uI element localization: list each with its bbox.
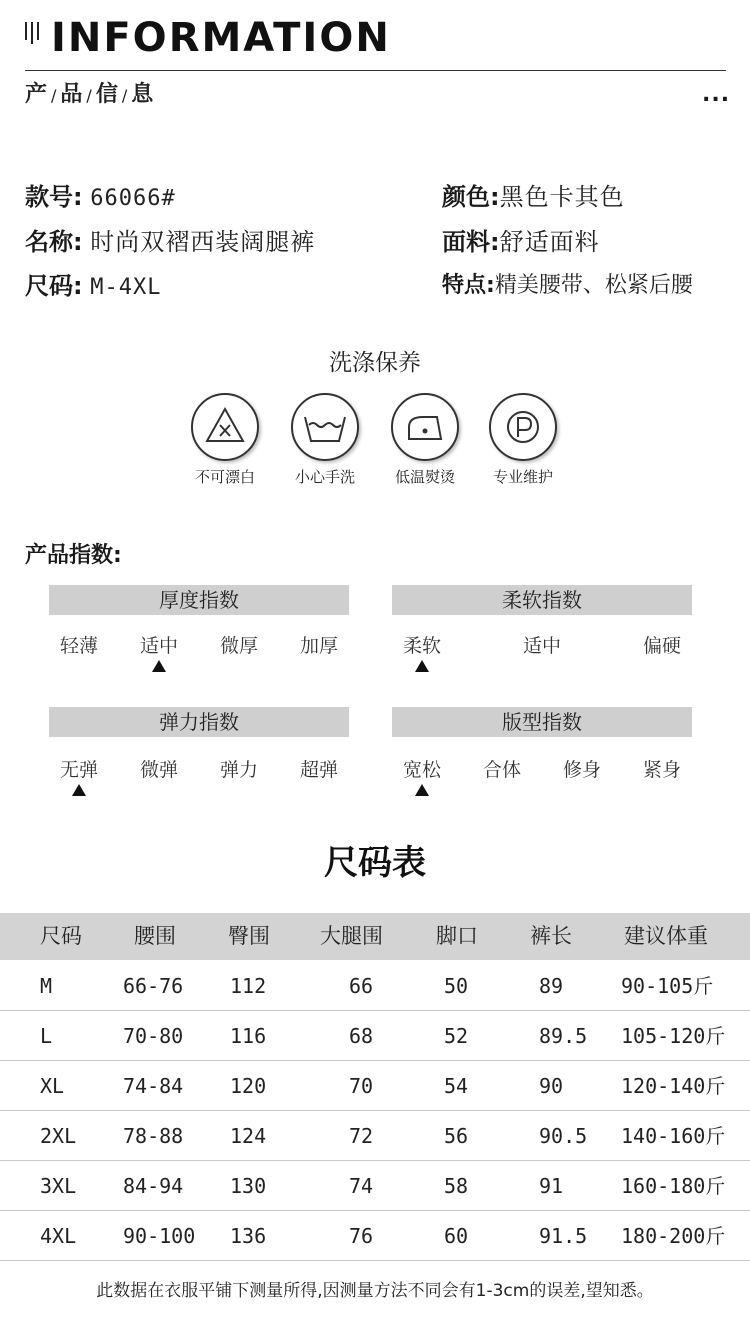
table-header-cell: 尺码 bbox=[40, 924, 82, 948]
fit-option: 紧身 bbox=[642, 759, 681, 781]
elasticity-option: 微弹 bbox=[139, 759, 178, 781]
table-cell: 74 bbox=[349, 1174, 374, 1198]
info-value: 黑色卡其色 bbox=[499, 183, 625, 211]
table-cell: 74-84 bbox=[123, 1074, 184, 1098]
info-value: 66066# bbox=[90, 186, 176, 211]
care-item bbox=[175, 393, 275, 487]
table-cell: 3XL bbox=[40, 1174, 77, 1198]
table-cell: 140-160斤 bbox=[621, 1124, 726, 1148]
table-row bbox=[0, 1061, 750, 1111]
info-size bbox=[25, 270, 161, 304]
info-key: 名称: bbox=[25, 228, 83, 256]
info-value: M-4XL bbox=[90, 275, 162, 300]
care-item bbox=[275, 393, 375, 487]
table-header-cell: 大腿围 bbox=[320, 924, 383, 948]
table-cell: 90.5 bbox=[539, 1124, 588, 1148]
info-value: 精美腰带、松紧后腰 bbox=[494, 273, 693, 298]
subtitle-char: 息 bbox=[131, 82, 154, 107]
table-cell: 105-120斤 bbox=[621, 1024, 726, 1048]
table-cell: 124 bbox=[230, 1124, 267, 1148]
softness-option: 柔软 bbox=[402, 635, 441, 657]
elasticity-option: 超弹 bbox=[299, 759, 338, 781]
header-divider bbox=[25, 70, 726, 71]
table-cell: 78-88 bbox=[123, 1124, 184, 1148]
table-cell: 160-180斤 bbox=[621, 1174, 726, 1198]
professional-care-icon bbox=[489, 393, 557, 461]
subtitle-char: 产 bbox=[25, 82, 48, 107]
info-fabric bbox=[442, 226, 600, 258]
table-cell: 60 bbox=[444, 1224, 469, 1248]
info-value: 时尚双褶西装阔腿裤 bbox=[90, 228, 316, 256]
subtitle-char: 信 bbox=[95, 82, 118, 107]
table-cell: 52 bbox=[444, 1024, 469, 1048]
care-label: 专业维护 bbox=[492, 468, 553, 486]
thickness-option: 轻薄 bbox=[59, 635, 98, 657]
softness-option: 偏硬 bbox=[642, 635, 681, 657]
table-cell: 116 bbox=[230, 1024, 267, 1048]
table-cell: 50 bbox=[444, 974, 469, 998]
size-table-header bbox=[0, 913, 750, 960]
table-cell: 56 bbox=[444, 1124, 469, 1148]
thickness-option: 微厚 bbox=[219, 635, 258, 657]
table-cell: 70 bbox=[349, 1074, 374, 1098]
table-row bbox=[0, 1011, 750, 1061]
table-cell: L bbox=[40, 1024, 53, 1048]
table-cell: XL bbox=[40, 1074, 65, 1098]
table-cell: 68 bbox=[349, 1024, 374, 1048]
table-cell: M bbox=[40, 974, 53, 998]
softness-option: 适中 bbox=[522, 635, 561, 657]
table-cell: 2XL bbox=[40, 1124, 77, 1148]
softness-selected-marker-icon bbox=[415, 660, 429, 672]
table-row bbox=[0, 1211, 750, 1261]
table-cell: 120 bbox=[230, 1074, 267, 1098]
elasticity-index-bar: 弹力指数 bbox=[49, 707, 349, 737]
info-value: 舒适面料 bbox=[499, 228, 600, 256]
table-row bbox=[0, 1161, 750, 1211]
subtitle-separator: / bbox=[121, 86, 128, 105]
table-cell: 4XL bbox=[40, 1224, 77, 1248]
fit-option: 宽松 bbox=[402, 759, 441, 781]
info-key: 款号: bbox=[25, 183, 83, 211]
thickness-selected-marker-icon bbox=[152, 660, 166, 672]
table-cell: 90-100 bbox=[123, 1224, 196, 1248]
info-key: 特点: bbox=[442, 273, 495, 298]
table-header-cell: 裤长 bbox=[530, 924, 572, 948]
table-cell: 89.5 bbox=[539, 1024, 588, 1048]
table-cell: 89 bbox=[539, 974, 564, 998]
table-cell: 58 bbox=[444, 1174, 469, 1198]
info-key: 颜色: bbox=[442, 183, 500, 211]
table-cell: 72 bbox=[349, 1124, 374, 1148]
thickness-option: 加厚 bbox=[299, 635, 338, 657]
table-cell: 66 bbox=[349, 974, 374, 998]
care-title: 洗涤保养 bbox=[329, 350, 421, 376]
table-cell: 120-140斤 bbox=[621, 1074, 726, 1098]
thickness-index-bar: 厚度指数 bbox=[49, 585, 349, 615]
elasticity-option: 无弹 bbox=[59, 759, 98, 781]
care-label: 低温熨烫 bbox=[394, 468, 455, 486]
fit-selected-marker-icon bbox=[415, 784, 429, 796]
info-color bbox=[442, 181, 625, 213]
table-header-cell: 脚口 bbox=[436, 924, 478, 948]
measurement-note: 此数据在衣服平铺下测量所得,因测量方法不同会有1-3cm的误差,望知悉。 bbox=[96, 1281, 654, 1301]
no-bleach-icon bbox=[191, 393, 259, 461]
care-item bbox=[473, 393, 573, 487]
table-cell: 91.5 bbox=[539, 1224, 588, 1248]
care-item bbox=[375, 393, 475, 487]
info-key: 面料: bbox=[442, 228, 500, 256]
hand-wash-icon bbox=[291, 393, 359, 461]
thickness-option: 适中 bbox=[139, 635, 178, 657]
table-row bbox=[0, 961, 750, 1011]
table-header-cell: 建议体重 bbox=[624, 924, 708, 948]
table-cell: 70-80 bbox=[123, 1024, 184, 1048]
header-subtitle bbox=[25, 80, 153, 111]
fit-option: 修身 bbox=[562, 759, 601, 781]
table-cell: 76 bbox=[349, 1224, 374, 1248]
indices-title: 产品指数: bbox=[25, 543, 122, 568]
table-row bbox=[0, 1111, 750, 1161]
table-header-cell: 臀围 bbox=[228, 924, 270, 948]
table-cell: 66-76 bbox=[123, 974, 184, 998]
softness-index-bar: 柔软指数 bbox=[392, 585, 692, 615]
subtitle-char: 品 bbox=[60, 82, 83, 107]
subtitle-separator: / bbox=[86, 86, 92, 105]
table-header-cell: 腰围 bbox=[134, 924, 176, 948]
table-cell: 54 bbox=[444, 1074, 469, 1098]
fit-option: 合体 bbox=[482, 759, 521, 781]
table-cell: 112 bbox=[230, 974, 267, 998]
table-cell: 91 bbox=[539, 1174, 564, 1198]
subtitle-separator: / bbox=[51, 86, 57, 105]
more-icon: ... bbox=[702, 82, 731, 107]
info-name bbox=[25, 226, 315, 258]
header-bars-icon bbox=[25, 22, 45, 48]
table-cell: 180-200斤 bbox=[621, 1224, 726, 1248]
fit-index-bar: 版型指数 bbox=[392, 707, 692, 737]
size-table-title: 尺码表 bbox=[324, 843, 426, 883]
table-cell: 130 bbox=[230, 1174, 267, 1198]
low-iron-icon bbox=[391, 393, 459, 461]
info-style-no bbox=[25, 181, 176, 215]
care-label: 小心手洗 bbox=[294, 468, 355, 486]
info-feature bbox=[442, 270, 693, 302]
elasticity-selected-marker-icon bbox=[72, 784, 86, 796]
table-cell: 84-94 bbox=[123, 1174, 184, 1198]
page-title: INFORMATION bbox=[51, 15, 391, 61]
table-cell: 136 bbox=[230, 1224, 267, 1248]
elasticity-option: 弹力 bbox=[219, 759, 258, 781]
table-cell: 90 bbox=[539, 1074, 564, 1098]
care-label: 不可漂白 bbox=[194, 468, 255, 486]
info-key: 尺码: bbox=[25, 272, 83, 300]
table-cell: 90-105斤 bbox=[621, 974, 714, 998]
